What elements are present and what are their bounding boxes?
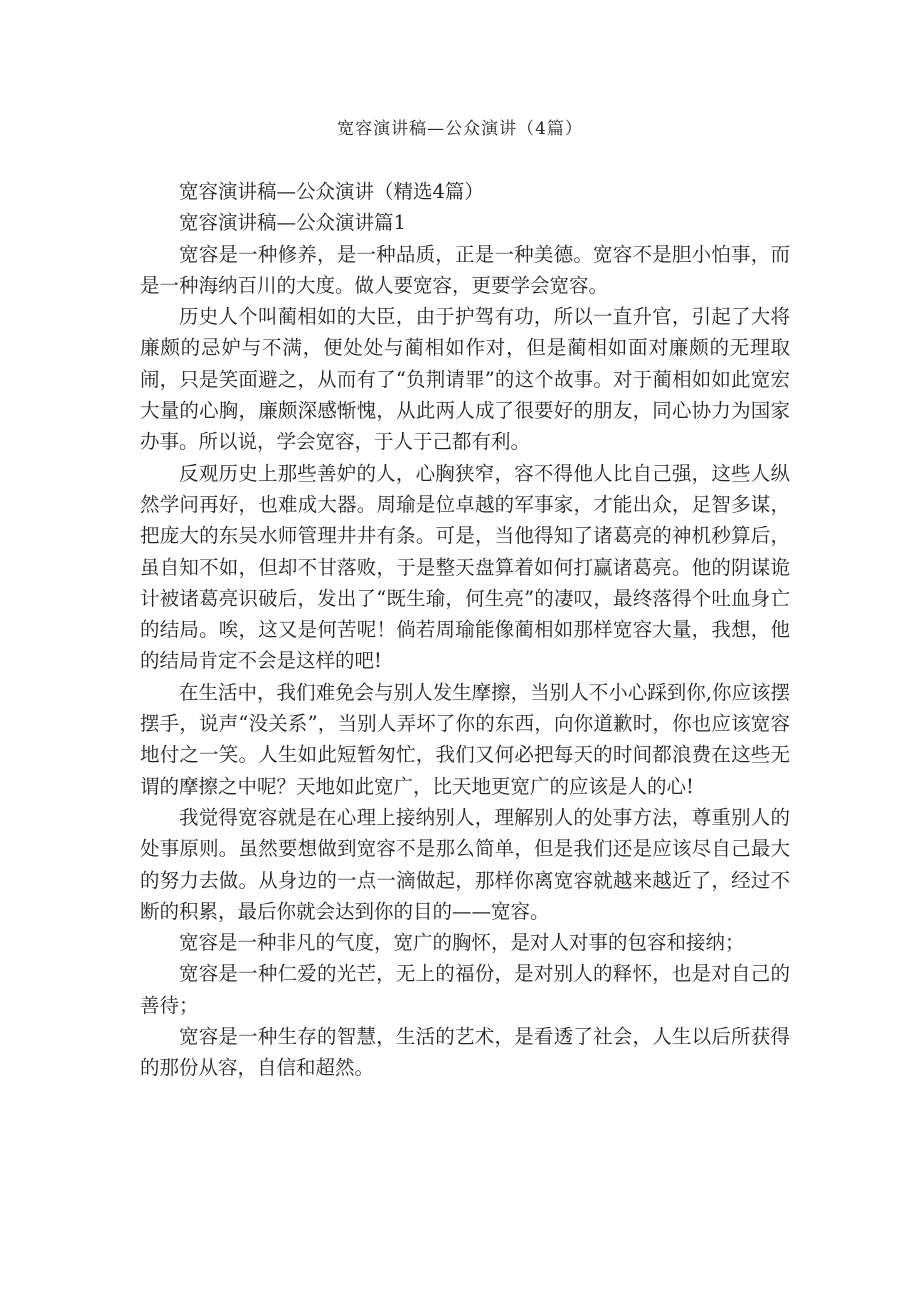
- paragraph: 反观历史上那些善妒的人，心胸狭窄，容不得他人比自己强，这些人纵然学问再好，也难成大器。周瑜是位卓越的军事家，才能出众，足智多谋，把庞大的东吴水师管理井井有条。可是，当他得知了诸葛亮的神机秒算后，虽自知不如，但却不甘落败，于是整天盘算着如何打赢诸葛亮。他的阴谋诡计被诸葛亮识破后，发出了“既生瑜，何生亮”的凄叹，最终落得个吐血身亡的结局。唉，这又是何苦呢！倘若周瑜能像蔺相如那样宽容大量，我想，他的结局肯定不会是这样的吧!: [140, 461, 790, 673]
- section-heading: 宽容演讲稿—公众演讲篇1: [179, 211, 406, 235]
- document-subtitle: 宽容演讲稿—公众演讲（精选4篇）: [179, 180, 484, 203]
- paragraph: 宽容是一种生存的智慧，生活的艺术，是看透了社会，人生以后所获得的那份从容，自信和超然。: [140, 1025, 790, 1080]
- paragraph: 宽容是一种非凡的气度，宽广的胸怀，是对人对事的包容和接纳；: [179, 931, 745, 955]
- paragraph: 宽容是一种修养，是一种品质，正是一种美德。宽容不是胆小怕事，而是一种海纳百川的大度。做人要宽容，更要学会宽容。: [140, 242, 790, 297]
- paragraph: 在生活中，我们难免会与别人发生摩擦，当别人不小心踩到你,你应该摆摆手，说声“没关系”，当别人弄坏了你的东西，向你道歉时，你也应该宽容地付之一笑。人生如此短暂匆忙，我们又何必把每天的时间都浪费在这些无谓的摩擦之中呢？天地如此宽广，比天地更宽广的应该是人的心!: [140, 680, 790, 798]
- document-body: [140, 176, 790, 1084]
- paragraph: 我觉得宽容就是在心理上接纳别人，理解别人的处事方法，尊重别人的处事原则。虽然要想做到宽容不是那么简单，但是我们还是应该尽自己最大的努力去做。从身边的一点一滴做起，那样你离宽容就越来越近了，经过不断的积累，最后你就会达到你的目的——宽容。: [140, 805, 790, 923]
- paragraph: 宽容是一种仁爱的光芒，无上的福份，是对别人的释怀，也是对自己的善待；: [140, 962, 790, 1017]
- document-title: 宽容演讲稿—公众演讲（4篇）: [337, 119, 583, 139]
- paragraph: 历史人个叫蔺相如的大臣，由于护驾有功，所以一直升官，引起了大将廉颇的忌妒与不满，便处处与蔺相如作对，但是蔺相如面对廉颇的无理取闹，只是笑面避之，从而有了“负荆请罪”的这个故事。对于蔺相如如此宽宏大量的心胸，廉颇深感惭愧，从此两人成了很要好的朋友，同心协力为国家办事。所以说，学会宽容，于人于己都有利。: [140, 305, 790, 454]
